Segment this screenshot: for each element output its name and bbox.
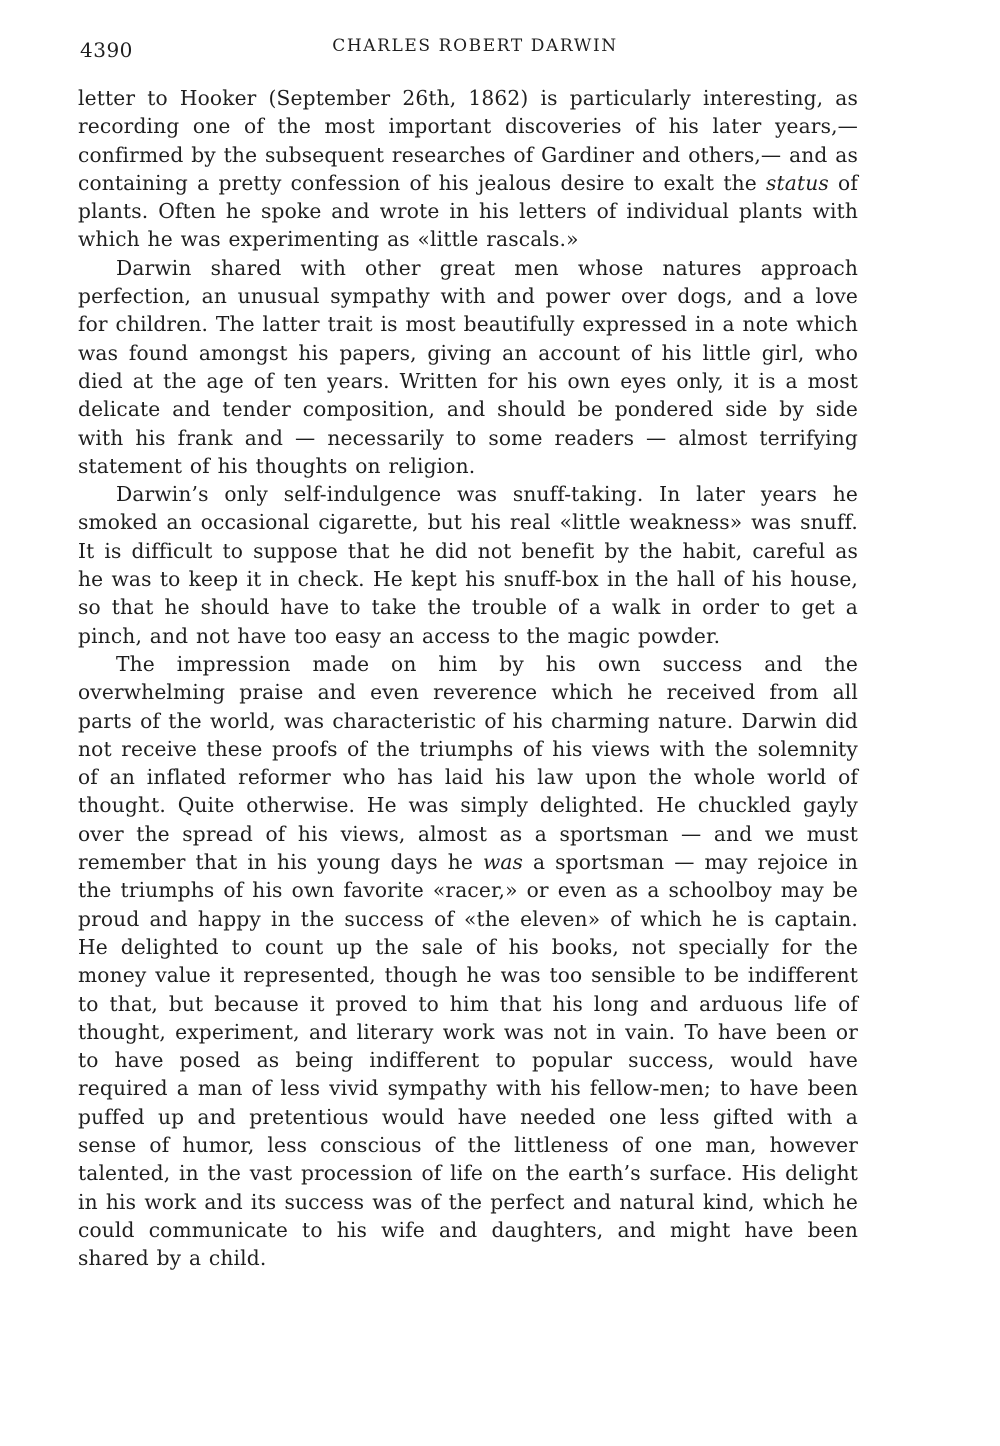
paragraph-text: a sportsman — may rejoice in the triumphs of his own favorite «racer,» or even as a schoolboy may be proud and happy in the success of «the eleven» of which he is captain. He delighted to count up the sale of his books, not specially for the money value it represented, though he was too sensible to be indifferent to that, but because it proved to him that his long and arduous life of thought, experiment, and literary work was not in vain. To have been or to have posed as being indifferent to popular success, would have required a man of less vivid sympathy with his fellow-men; to have been puffed up and pretentious would have needed one less gifted with a sense of humor, less conscious of the littleness of one man, however talented, in the vast procession of life on the earth’s surface. His delight in his work and its success was of the perfect and natural kind, which he could communicate to his wife and daughters, and might have been shared by a child. bbox=[78, 850, 858, 1271]
italic-word: was bbox=[482, 850, 524, 875]
paragraph-snuff: Darwin’s only self-indulgence was snuff-taking. In later years he smoked an occasional cigarette, but his real «little weakness» was snuff. It is difficult to suppose that he did not benefit by the habit, careful as he was to keep it in check. He kept his snuff-box in the hall of his house, so that he should have to take the trouble of a walk in order to get a pinch, and not have too easy an access to the magic powder. bbox=[78, 482, 858, 648]
italic-word: status bbox=[766, 170, 829, 195]
paragraph-success bbox=[78, 650, 858, 1273]
page-header bbox=[80, 36, 860, 66]
paragraph-sympathy: Darwin shared with other great men whose natures approach perfection, an unusual sympathy with and power over dogs, and a love for children. The latter trait is most beautifully expressed in a note which was found amongst his papers, giving an account of his little girl, who died at the age of ten years. Written for his own eyes only, it is a most delicate and tender composition, and should be pondered side by side with his frank and — necessarily to some readers — almost terrifying statement of his thoughts on religion. bbox=[78, 255, 858, 478]
page-number: 4390 bbox=[80, 38, 133, 62]
paragraph-text: The impression made on him by his own success and the overwhelming praise and even reverence which he received from all parts of the world, was characteristic of his charming nature. Darwin did not receive these proofs of the triumphs of his views with the solemnity of an inflated reformer who has laid his law upon the whole world of thought. Quite otherwise. He was simply delighted. He chuckled gayly over the spread of his views, almost as a sportsman — and we must remember that in his young days he bbox=[78, 651, 858, 875]
paragraph-hooker-letter bbox=[78, 84, 858, 254]
body-text bbox=[78, 84, 858, 1272]
running-title: CHARLES ROBERT DARWIN bbox=[332, 36, 618, 56]
paragraph-text: letter to Hooker (September 26th, 1862) is particularly interesting, as recording one of the most important discoveries of his later years,—confirmed by the subsequent researches of Gardiner and others,— and as containing a pretty confession of his jealous desire to exalt the bbox=[78, 86, 858, 195]
paragraph-text: of plants. Often he spoke and wrote in his letters of individual plants with which he was experimenting as «little rascals.» bbox=[78, 170, 858, 252]
